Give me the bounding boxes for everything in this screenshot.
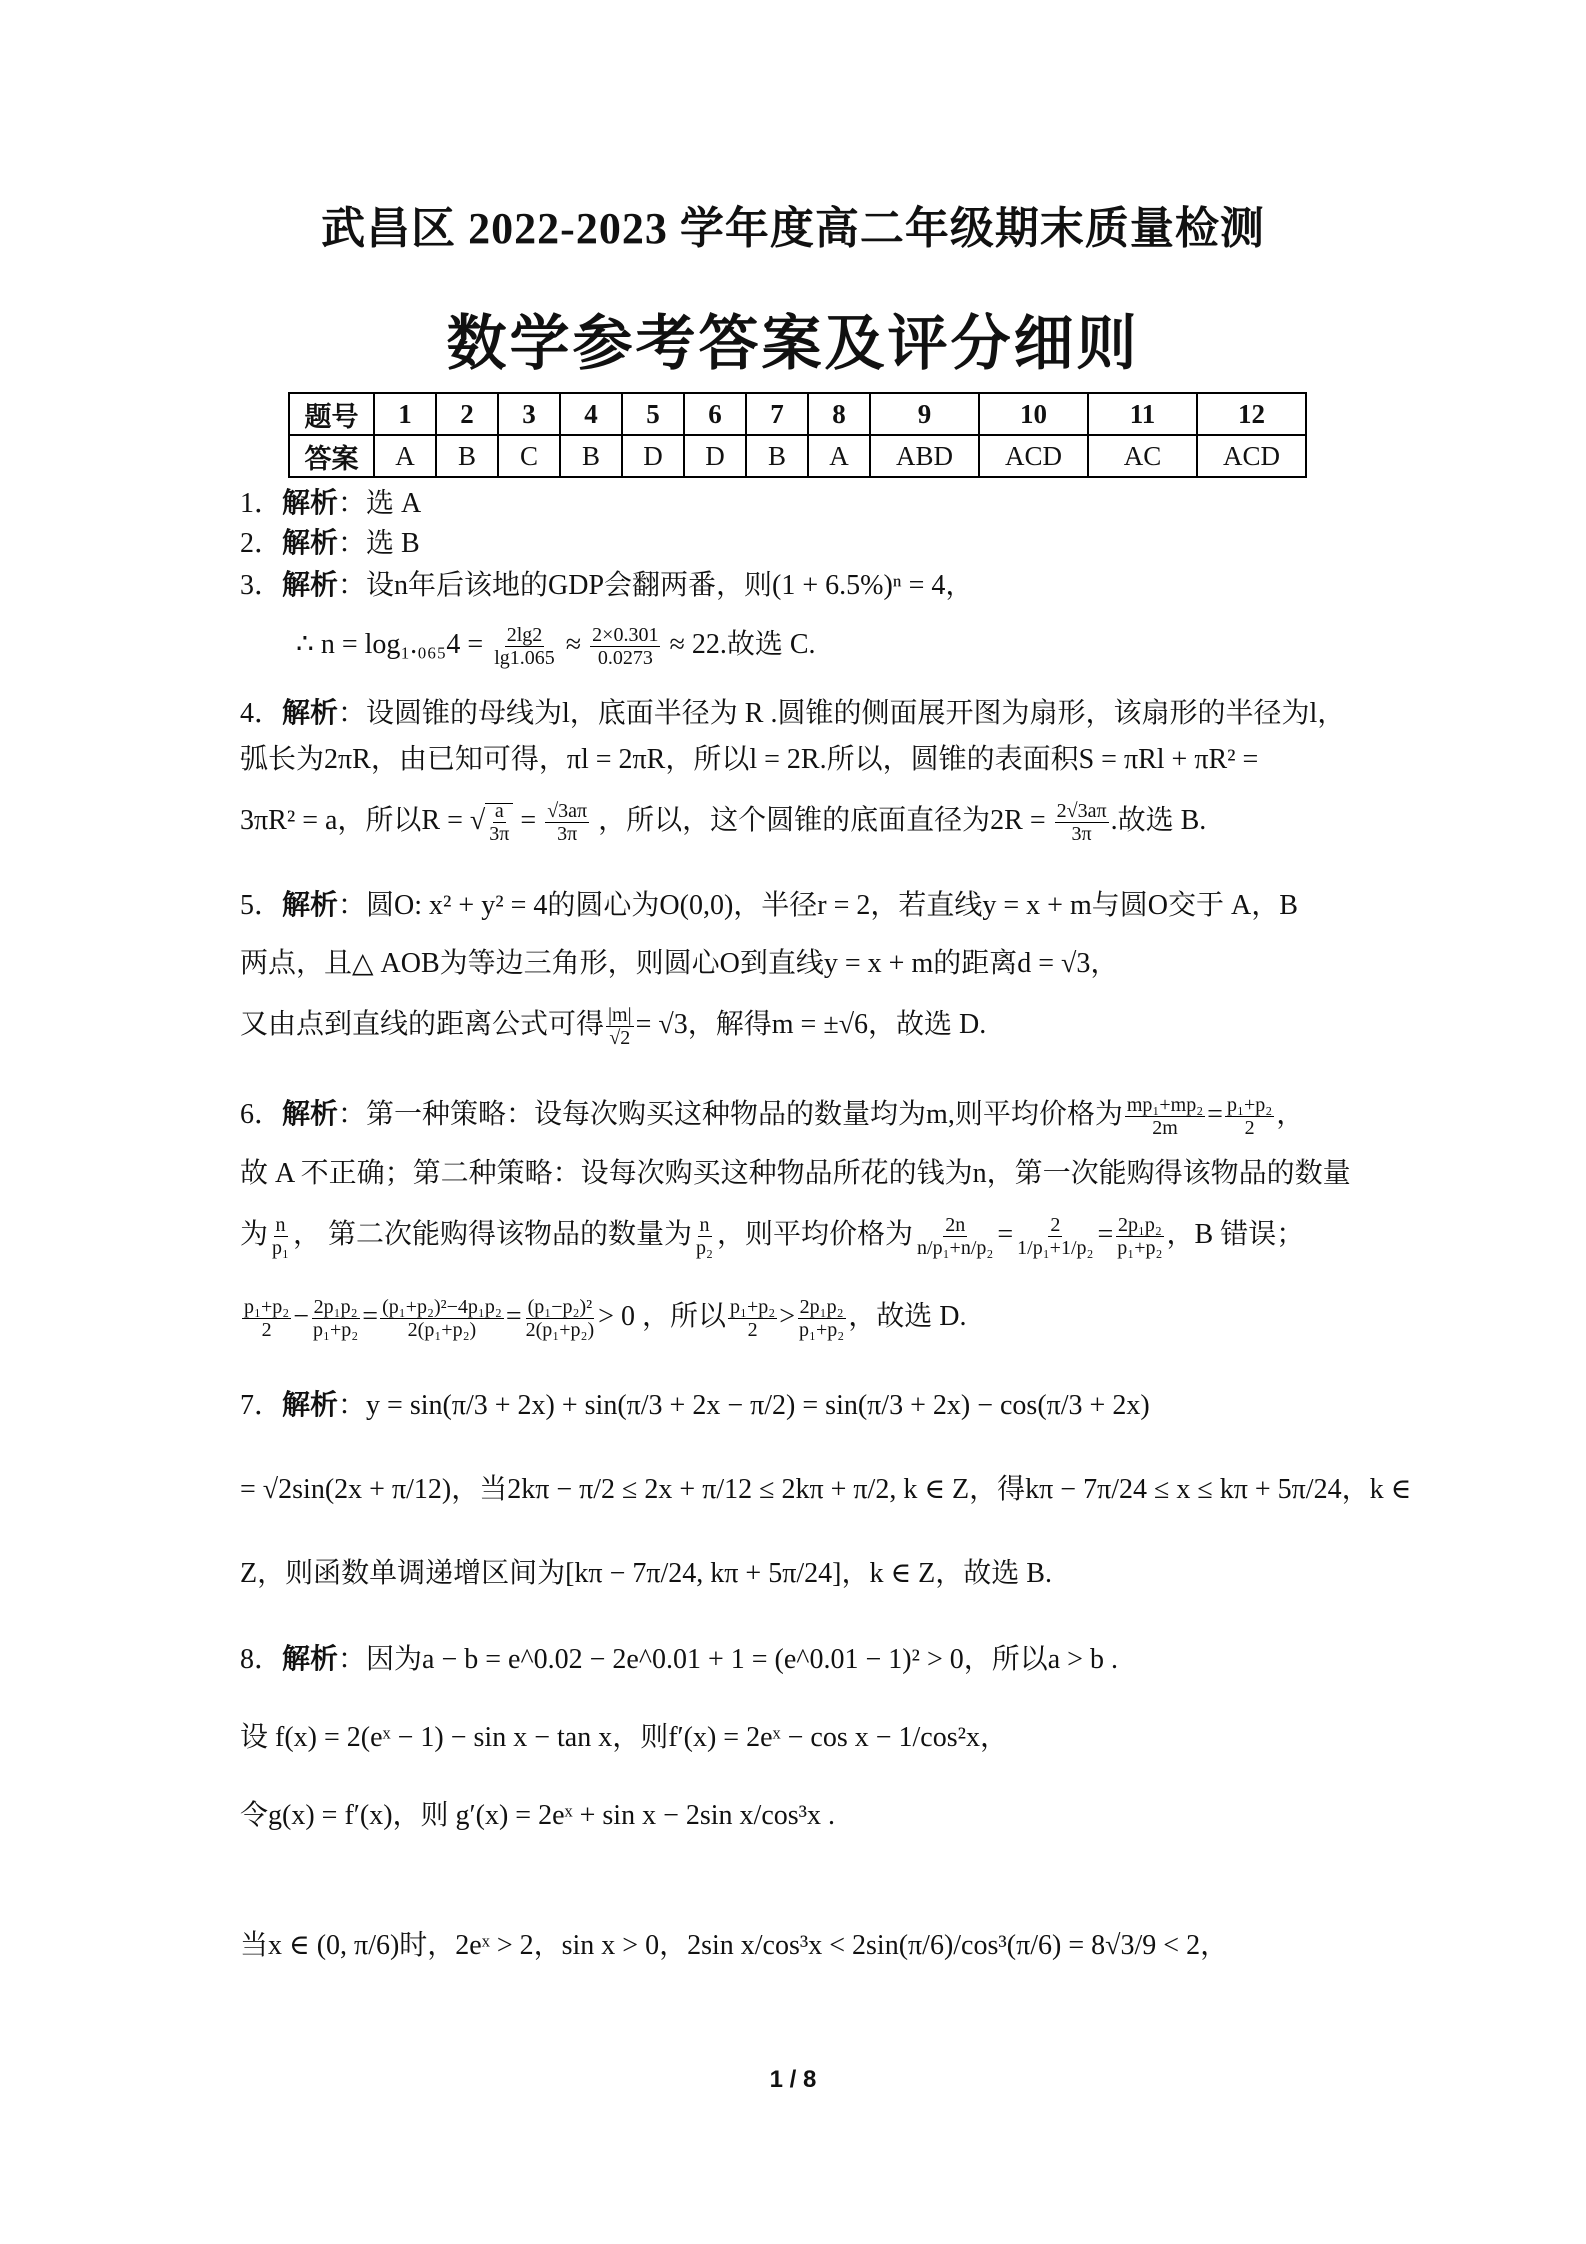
- question-number: 3: [498, 393, 560, 435]
- math-text: .故选 B.: [1110, 804, 1207, 836]
- math-text: ≈ 22.故选 C.: [669, 628, 816, 660]
- row-label: 答案: [289, 435, 374, 477]
- fraction: [915, 1214, 995, 1259]
- solution-label: 解析: [282, 1644, 339, 1675]
- numerator: √3aπ: [547, 800, 588, 822]
- denominator: 2: [1244, 1117, 1255, 1139]
- solution-number: 5．: [240, 890, 283, 921]
- solution-label: 解析: [282, 1390, 339, 1421]
- fraction: [380, 1296, 504, 1341]
- solution-5-line-2: 两点，且△ AOB为等边三角形，则圆心O到直线y = x + m的距离d = √3，: [240, 948, 1119, 979]
- solution-text: ：因为a − b = e^0.02 − 2e^0.01 + 1 = (e^0.01 − 1)² > 0，所以a > b .: [338, 1644, 1118, 1675]
- solution-text: ：选 A: [338, 488, 422, 519]
- answer-table-answer-row: [289, 435, 1306, 477]
- answer-cell: AC: [1088, 435, 1197, 477]
- answer-table-header-row: [289, 393, 1306, 435]
- denominator: 1/p₁+1/p₂: [1017, 1237, 1094, 1259]
- solution-8-line-2: 设 f(x) = 2(eˣ − 1) − sin x − tan x，则f′(x) = 2eˣ − cos x − 1/cos²x，: [240, 1722, 1009, 1753]
- solution-label: 解析: [282, 528, 339, 559]
- numerator: 2lg2: [506, 624, 543, 646]
- denominator: p₁+p₂: [313, 1319, 359, 1341]
- solution-number: 2．: [240, 528, 283, 559]
- answer-cell: A: [374, 435, 436, 477]
- denominator: lg1.065: [494, 647, 555, 669]
- answer-cell: B: [436, 435, 498, 477]
- answer-cell: ACD: [979, 435, 1088, 477]
- question-number: 9: [870, 393, 979, 435]
- solution-number: 3．: [240, 570, 283, 601]
- denominator: 2: [261, 1319, 272, 1341]
- numerator: n: [699, 1214, 710, 1236]
- math-text: ，所以，这个圆锥的底面直径为2R =: [598, 804, 1046, 836]
- fraction: [694, 1214, 715, 1259]
- solution-7: [240, 1386, 1150, 1426]
- fraction: [797, 1296, 846, 1341]
- solution-4: [240, 694, 1345, 734]
- denominator: √2: [609, 1027, 631, 1049]
- solution-6: 6．解析：第一种策略：设每次购买这种物品的数量均为m,则平均价格为 $\frac{\text{mp₁+mp₂}}{2m}$ = $\frac{\text{p₁+p₂}}{2}$ ，: [240, 1094, 1305, 1139]
- solution-5: [240, 886, 1298, 926]
- answer-cell: B: [560, 435, 622, 477]
- page-number: 1 / 8: [769, 2066, 817, 2093]
- numerator: a: [494, 800, 504, 822]
- numerator: 2n: [945, 1214, 966, 1236]
- fraction: [1125, 1094, 1205, 1139]
- question-number: 2: [436, 393, 498, 435]
- math-text: ，B 错误；: [1166, 1218, 1305, 1250]
- denominator: p₂: [696, 1237, 713, 1259]
- math-text: 为: [240, 1218, 269, 1250]
- solution-7-line-3: Z，则函数单调递增区间为[kπ − 7π/24, kπ + 5π/24]，k ∈ Z，故选 B.: [240, 1558, 1052, 1589]
- solution-4-line-3: 3πR² = a，所以R = √ $\frac{a}{3\pi}$ = $\frac{√3a\pi}{3\pi}$ ，所以，这个圆锥的底面直径为2R = $\frac{2√3a\pi}{3\pi}$ .故选 B.: [240, 800, 1207, 845]
- fraction: [1055, 800, 1109, 845]
- solution-text: ：设n年后该地的GDP会翻两番，则(1 + 6.5%)ⁿ = 4，: [338, 570, 974, 601]
- answer-cell: C: [498, 435, 560, 477]
- numerator: 2×0.301: [592, 624, 659, 646]
- denominator: 2: [747, 1319, 758, 1341]
- numerator: n: [275, 1214, 286, 1236]
- document-subtitle: 数学参考答案及评分细则: [446, 311, 1140, 377]
- numerator: mp₁+mp₂: [1126, 1094, 1204, 1116]
- solution-number: 7．: [240, 1390, 283, 1421]
- numerator: |m|: [608, 1004, 632, 1026]
- solution-label: 解析: [282, 570, 339, 601]
- solution-text: ：选 B: [338, 528, 420, 559]
- solution-label: 解析: [282, 890, 339, 921]
- numerator: p₁+p₂: [729, 1296, 776, 1318]
- math-text: > 0 ，所以: [598, 1300, 726, 1332]
- solution-8: [240, 1640, 1118, 1680]
- numerator: 2: [1050, 1214, 1061, 1236]
- solution-text: ：圆O: x² + y² = 4的圆心为O(0,0)，半径r = 2，若直线y = x + m与圆O交于 A，B: [338, 890, 1298, 921]
- numerator: 2p₁p₂: [313, 1296, 358, 1318]
- denominator: 3π: [1071, 823, 1092, 845]
- fraction: [270, 1214, 291, 1259]
- question-number: 1: [374, 393, 436, 435]
- solution-5-line-3: [240, 1004, 986, 1049]
- question-number: 12: [1197, 393, 1306, 435]
- solution-number: 1．: [240, 488, 283, 519]
- numerator: p₁+p₂: [244, 1296, 290, 1318]
- denominator: 3π: [557, 823, 578, 845]
- math-text: ，故选 D.: [848, 1300, 967, 1332]
- math-text: ，则平均价格为: [717, 1218, 914, 1250]
- fraction: [487, 800, 511, 845]
- solution-6-line-4: $\frac{\text{p₁+p₂}}{2}$ − $\frac{\text{2p₁p₂}}{\text{p₁+p₂}}$ = $\frac{\text{(p₁+p₂)²−4p₁p₂}}{\text{2(p₁+p₂)}}$ = $\frac{\text{(p₁−p₂)²}}{\text{2(p₁+p₂)}}$ > 0 ，所以 $\frac{\text{p₁+p₂}}{2}$ > $\frac{\text{2p₁p₂}}{\text{p₁+p₂}}$ ，故选 D.: [244, 1296, 967, 1341]
- row-label: 题号: [289, 393, 374, 435]
- answer-cell: ABD: [870, 435, 979, 477]
- solution-label: 解析: [282, 1098, 339, 1130]
- answer-cell: D: [622, 435, 684, 477]
- solution-text: ：y = sin(π/3 + 2x) + sin(π/3 + 2x − π/2) = sin(π/3 + 2x) − cos(π/3 + 2x): [338, 1390, 1150, 1421]
- solution-6-line-2: 故 A 不正确；第二种策略：设每次购买这种物品所花的钱为n，第一次能购得该物品的数量: [240, 1158, 1351, 1189]
- denominator: 3π: [489, 823, 510, 845]
- denominator: p₁: [272, 1237, 289, 1259]
- answer-cell: ACD: [1197, 435, 1306, 477]
- numerator: 2√3aπ: [1056, 800, 1107, 822]
- math-text: ∴ n = log₁.₀₆₅4 =: [296, 628, 484, 660]
- solution-3-line-2: ∴ n = log₁.₀₆₅4 = $\frac{2\lg 2}{\lg 1.065}$ ≈ $\frac{2\times 0.301}{0.0273}$ ≈ 22.故选 C.: [296, 624, 816, 669]
- denominator: 2(p₁+p₂): [525, 1319, 595, 1341]
- math-text: = √3，解得m = ±√6，故选 D.: [635, 1008, 987, 1040]
- question-number: 10: [979, 393, 1088, 435]
- solution-text: ：第一种策略：设每次购买这种物品的数量均为m,则平均价格为: [338, 1098, 1123, 1130]
- solution-text: ：设圆锥的母线为l，底面半径为 R .圆锥的侧面展开图为扇形，该扇形的半径为l，: [338, 698, 1346, 729]
- solution-7-line-2: = √2sin(2x + π/12)，当2kπ − π/2 ≤ 2x + π/12 ≤ 2kπ + π/2, k ∈ Z，得kπ − 7π/24 ≤ x ≤ kπ + 5π/24，k ∈: [240, 1474, 1412, 1505]
- question-number: 5: [622, 393, 684, 435]
- fraction: [311, 1296, 360, 1341]
- solution-8-line-3: 令g(x) = f′(x)，则 g′(x) = 2eˣ + sin x − 2sin x/cos³x .: [240, 1800, 836, 1831]
- question-number: 11: [1088, 393, 1197, 435]
- numerator: (p₁+p₂)²−4p₁p₂: [382, 1296, 502, 1318]
- question-number: 8: [808, 393, 870, 435]
- denominator: p₁+p₂: [799, 1319, 845, 1341]
- denominator: 2(p₁+p₂): [407, 1319, 477, 1341]
- answer-cell: B: [746, 435, 808, 477]
- denominator: 0.0273: [597, 647, 653, 669]
- denominator: 2m: [1152, 1117, 1178, 1139]
- document-title: 武昌区 2022-2023 学年度高二年级期末质量检测: [321, 204, 1265, 253]
- question-number: 6: [684, 393, 746, 435]
- denominator: p₁+p₂: [1117, 1237, 1163, 1259]
- math-text: ， 第二次能购得该物品的数量为: [293, 1218, 693, 1250]
- fraction: [728, 1296, 777, 1341]
- fraction: [1015, 1214, 1095, 1259]
- solution-label: 解析: [282, 698, 339, 729]
- fraction: [545, 800, 589, 845]
- fraction: [1115, 1214, 1164, 1259]
- solution-number: 4．: [240, 698, 283, 729]
- numerator: 2p₁p₂: [799, 1296, 844, 1318]
- solution-3: [240, 566, 973, 606]
- fraction: [524, 1296, 597, 1341]
- question-number: 7: [746, 393, 808, 435]
- answer-cell: A: [808, 435, 870, 477]
- solution-label: 解析: [282, 488, 339, 519]
- question-number: 4: [560, 393, 622, 435]
- fraction: [242, 1296, 291, 1341]
- denominator: n/p₁+n/p₂: [917, 1237, 994, 1259]
- solution-6-line-3: 为 $\frac{n}{\text{p₁}}$ ， 第二次能购得该物品的数量为 $\frac{n}{\text{p₂}}$ ，则平均价格为 $\frac{2n}{\text{n/p₁+n/p₂}}$ = $\frac{2}{\text{1/p₁+1/p₂}}$ = $\frac{\text{2p₁p₂}}{\text{p₁+p₂}}$ ，B 错误；: [240, 1214, 1305, 1259]
- fraction: [492, 624, 557, 669]
- numerator: 2p₁p₂: [1117, 1214, 1162, 1236]
- fraction: [606, 1004, 634, 1049]
- numerator: p₁+p₂: [1226, 1094, 1273, 1116]
- solution-number: 6．: [240, 1098, 283, 1130]
- fraction: [590, 624, 660, 669]
- solution-number: 8．: [240, 1644, 283, 1675]
- solution-4-line-2: 弧长为2πR，由已知可得，πl = 2πR，所以l = 2R.所以，圆锥的表面积S = πRl + πR² =: [240, 744, 1259, 775]
- answer-cell: D: [684, 435, 746, 477]
- solution-8-line-4: 当x ∈ (0, π/6)时，2eˣ > 2，sin x > 0，2sin x/cos³x < 2sin(π/6)/cos³(π/6) = 8√3/9 < 2，: [240, 1930, 1229, 1961]
- solution-1: [240, 484, 421, 524]
- math-text: 3πR² = a，所以R =: [240, 804, 463, 836]
- solution-2: [240, 524, 420, 564]
- answer-table: [288, 392, 1307, 478]
- fraction: [1225, 1094, 1274, 1139]
- numerator: (p₁−p₂)²: [527, 1296, 593, 1318]
- math-text: 又由点到直线的距离公式可得: [240, 1008, 605, 1040]
